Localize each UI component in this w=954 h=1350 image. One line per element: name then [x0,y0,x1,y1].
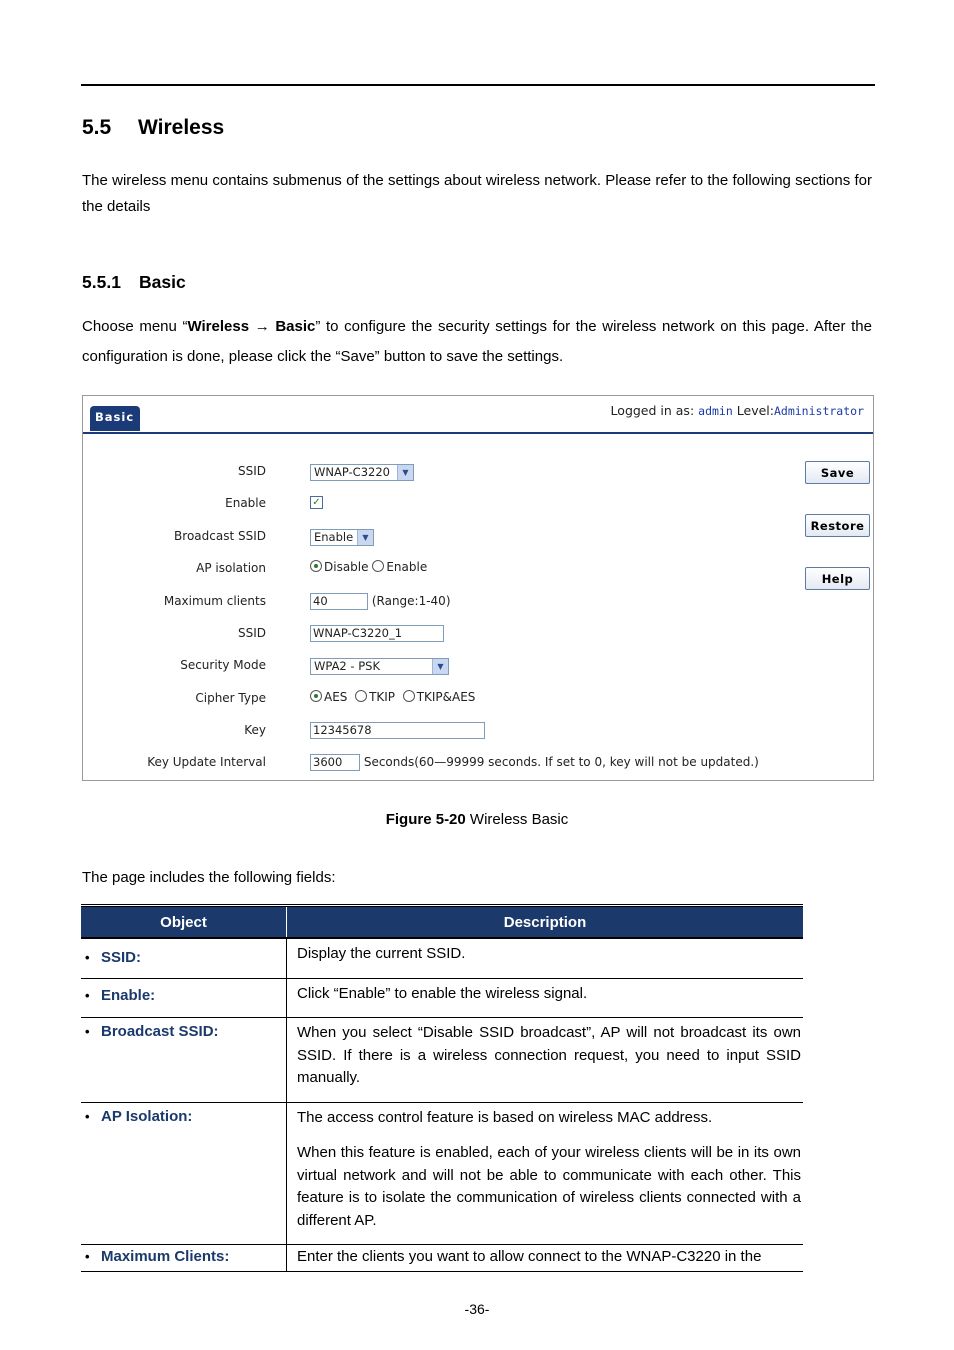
save-button[interactable]: Save [805,461,870,484]
header-description: Description [287,906,804,939]
enable-checkbox[interactable]: ✓ [310,496,323,509]
ap-isolation-label: AP isolation [196,561,266,575]
key-input[interactable]: 12345678 [310,722,485,739]
object-cell [81,1245,287,1272]
login-status [611,403,864,418]
ssid-name-label: SSID [237,626,266,640]
user-name: admin [698,404,733,418]
enable-checkbox-wrap [310,494,323,509]
object-name: Broadcast SSID: [101,1023,219,1040]
bullet-icon: • [85,1024,90,1039]
table-row [81,1245,803,1272]
broadcast-select-value: Enable [314,530,354,544]
ap-isolation-radios [310,560,427,574]
bullet-icon: • [85,987,90,1003]
description-cell [287,1018,804,1103]
key-interval-input[interactable]: 3600 [310,754,360,771]
description-text: When this feature is enabled, each of your wireless clients will be in its own virtual network and will not be able to communicate with each other. This feature is to isolate the communication of wireless clients connected with a different AP. [297,1144,801,1229]
ssid-name-input[interactable]: WNAP-C3220_1 [310,625,444,642]
cipher-type-label: Cipher Type [195,691,266,705]
ssid-select-value: WNAP-C3220 [314,465,390,479]
max-clients-range: (Range:1-40) [371,594,451,608]
description-cell [287,1102,804,1245]
header-object: Object [81,906,287,939]
menu-basic: Basic [275,318,316,335]
table-row [81,978,803,1018]
ssid-select[interactable] [310,464,414,481]
header-rule [81,84,875,86]
cipher-aes-radio[interactable] [310,690,322,702]
cipher-tkip-aes-radio[interactable] [403,690,415,702]
enable-label: Enable [225,496,266,510]
choose-post: ” to configure the security settings for the wireless network on this page. After the configuration is done, please click the “Save” button to save the settings. [82,318,872,365]
chevron-down-icon: ▼ [357,530,373,545]
broadcast-ssid-select[interactable] [310,529,374,546]
table-row [81,938,803,978]
bullet-icon: • [85,950,90,965]
security-select-value: WPA2 - PSK [314,659,380,673]
user-level: Administrator [773,404,864,418]
table-row [81,1102,803,1245]
fields-intro: The page includes the following fields: [82,869,336,886]
level-label: Level: [736,403,774,418]
subsection-heading [82,272,186,293]
object-name: AP Isolation: [101,1107,193,1125]
cipher-aes-label: AES [324,690,348,704]
subsection-title: Basic [139,272,186,292]
broadcast-ssid-label: Broadcast SSID [174,529,266,543]
tab-bar [83,396,873,434]
key-label: Key [244,723,266,737]
key-interval-hint: Seconds(60—99999 seconds. If set to 0, key will not be updated.) [363,755,759,769]
ap-disable-radio[interactable] [310,560,322,572]
chevron-down-icon: ▼ [432,659,448,674]
description-text: Display the current SSID. [297,945,466,962]
object-name: SSID: [101,949,142,966]
max-clients-input[interactable]: 40 [310,593,368,610]
security-mode-label: Security Mode [180,658,266,672]
object-name: Maximum Clients: [101,1248,230,1265]
ap-enable-radio[interactable] [372,560,384,572]
subsection-number: 5.5.1 [82,272,121,292]
ssid-name-wrap [310,625,444,642]
broadcast-select-wrap [310,529,374,546]
logged-in-label: Logged in as: [610,403,695,418]
fields-table [81,904,803,1272]
choose-menu-paragraph [82,312,872,372]
security-mode-select[interactable] [310,658,449,675]
object-cell [81,1018,287,1103]
ssid-label: SSID [237,464,266,478]
menu-arrow: → [254,318,270,335]
figure-label: Figure 5-20 [385,811,466,828]
ap-enable-label: Enable [386,560,428,574]
cipher-type-radios [310,690,475,704]
description-cell [287,938,804,978]
page-number: -36- [464,1301,490,1317]
bullet-icon: • [85,1108,90,1124]
menu-wireless: Wireless [187,318,250,335]
section-number: 5.5 [82,116,112,139]
wireless-basic-screenshot [82,395,874,781]
description-text: The access control feature is based on wireless MAC address. [297,1108,713,1126]
key-interval-label: Key Update Interval [147,755,266,769]
description-text: When you select “Disable SSID broadcast”, AP will not broadcast its own SSID. If there is a wireless connection request, you need to input SSID manually. [297,1024,801,1086]
table-row [81,1018,803,1103]
cipher-tkip-label: TKIP [369,690,396,704]
restore-button[interactable]: Restore [805,514,870,537]
ap-disable-label: Disable [324,560,369,574]
description-text: Enter the clients you want to allow connect to the WNAP-C3220 in the [297,1248,762,1265]
description-cell [287,978,804,1018]
object-cell [81,978,287,1018]
tab-basic[interactable]: Basic [90,406,140,431]
chevron-down-icon: ▼ [397,465,413,480]
section-heading [82,116,224,140]
max-clients-label: Maximum clients [163,594,266,608]
description-cell [287,1245,804,1272]
security-select-wrap [310,658,449,675]
help-button[interactable]: Help [805,567,870,590]
object-cell [81,1102,287,1245]
bullet-icon: • [85,1249,90,1264]
key-wrap [310,722,485,739]
cipher-tkip-radio[interactable] [355,690,367,702]
description-text: Click “Enable” to enable the wireless signal. [297,984,588,1002]
object-cell [81,938,287,978]
object-name: Enable: [101,986,156,1004]
figure-caption [0,811,954,828]
max-clients-wrap [310,593,451,610]
table-header-row [81,906,803,939]
figure-text: Wireless Basic [465,811,569,828]
key-interval-wrap [310,754,759,771]
choose-pre: Choose menu “ [82,318,188,335]
section-title: Wireless [138,116,225,139]
ssid-select-wrap [310,464,414,481]
cipher-tkip-aes-label: TKIP&AES [416,690,476,704]
intro-paragraph: The wireless menu contains submenus of the settings about wireless network. Please refer to the following sections for the details [82,172,872,215]
